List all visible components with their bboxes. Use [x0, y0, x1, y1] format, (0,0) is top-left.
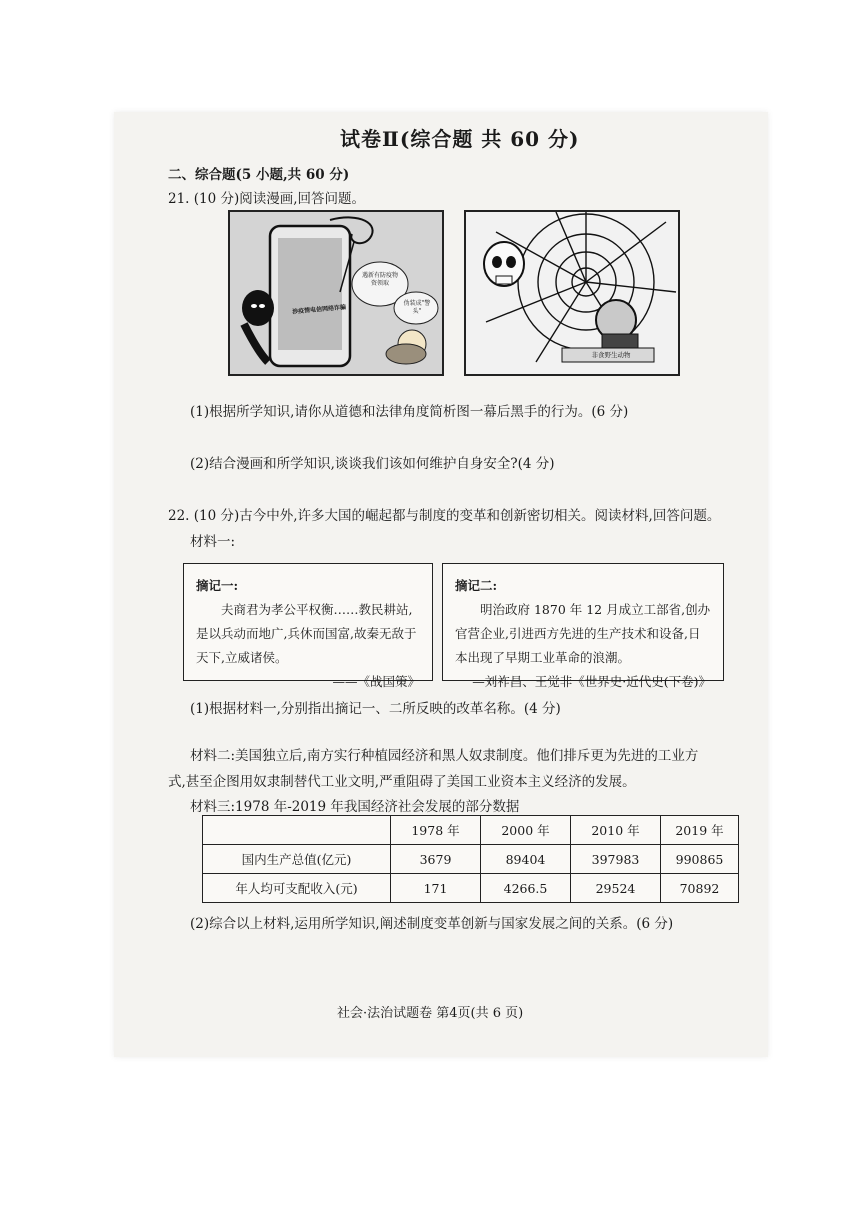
table-header-cell: 2010 年	[571, 816, 661, 845]
cartoon-2-sign: 非食野生动物	[591, 351, 631, 359]
question-21-sub-1: (1)根据所学知识,请你从道德和法律角度简析图一幕后黑手的行为。(6 分)	[190, 404, 629, 420]
cartoon-1-fraud	[228, 210, 444, 376]
excerpt-1-box	[183, 563, 433, 689]
table-header-cell: 2019 年	[661, 816, 739, 845]
table-header-cell: 1978 年	[391, 816, 481, 845]
table-cell: 29524	[571, 874, 661, 903]
exam-title: 试卷Ⅱ(综合题 共 60 分)	[340, 127, 580, 151]
page-footer: 社会·法治试题卷 第4页(共 6 页)	[337, 1006, 524, 1021]
table-row-header: 年人均可支配收入(元)	[203, 874, 391, 903]
material-2-line-2: 式,甚至企图用奴隶制替代工业文明,严重阻碍了美国工业资本主义经济的发展。	[168, 774, 636, 790]
excerpt-1-head: 摘记一:	[196, 578, 239, 593]
table-cell: 990865	[661, 845, 739, 874]
table-cell: 4266.5	[481, 874, 571, 903]
economic-data-table	[202, 815, 739, 903]
material-2-line-1: 材料二:美国独立后,南方实行种植园经济和黑人奴隶制度。他们排斥更为先进的工业方	[190, 748, 699, 764]
table-row	[203, 845, 739, 874]
table-cell: 171	[391, 874, 481, 903]
excerpt-2-box	[442, 563, 724, 689]
table-cell: 70892	[661, 874, 739, 903]
bubble-2-text: 伪装成"警头"	[403, 300, 431, 315]
question-21-sub-2: (2)结合漫画和所学知识,谈谈我们该如何维护自身安全?(4 分)	[190, 456, 555, 472]
question-21-stem: 21. (10 分)阅读漫画,回答问题。	[168, 191, 366, 207]
question-22-sub-2: (2)综合以上材料,运用所学知识,阐述制度变革创新与国家发展之间的关系。(6 分)	[190, 916, 674, 932]
table-header-cell: 2000 年	[481, 816, 571, 845]
material-3-caption: 材料三:1978 年-2019 年我国经济社会发展的部分数据	[190, 799, 520, 815]
excerpt-2-source: —刘祚昌、王觉非《世界史·近代史(下卷)》	[472, 674, 711, 689]
table-header-cell	[203, 816, 391, 845]
table-row-header: 国内生产总值(亿元)	[203, 845, 391, 874]
table-cell: 3679	[391, 845, 481, 874]
bubble-1-text: 遇新有防疫物资领取	[361, 272, 398, 287]
excerpt-2-head: 摘记二:	[455, 578, 498, 593]
question-22-sub-1: (1)根据材料一,分别指出摘记一、二所反映的改革名称。(4 分)	[190, 701, 561, 717]
table-header-row	[203, 816, 739, 845]
cartoon-1-drawing	[230, 212, 442, 374]
table-row	[203, 874, 739, 903]
question-22-stem: 22. (10 分)古今中外,许多大国的崛起都与制度的变革和创新密切相关。阅读材料,回答问题。	[168, 508, 721, 524]
material-1-label: 材料一:	[190, 534, 236, 550]
phone-label: 涉疫情电信网络诈骗	[291, 303, 347, 316]
table-cell: 89404	[481, 845, 571, 874]
table-cell: 397983	[571, 845, 661, 874]
section-heading: 二、综合题(5 小题,共 60 分)	[168, 167, 350, 183]
excerpt-1-body: 夫商君为孝公平权衡……教民耕站,是以兵动而地广,兵休而国富,故秦无敌于天下,立威诸侯。	[196, 602, 417, 665]
excerpt-1-source: ——《战国策》	[332, 674, 420, 689]
excerpt-2-body: 明治政府 1870 年 12 月成立工部省,创办官营企业,引进西方先进的生产技术和设备,日本出现了早期工业革命的浪潮。	[455, 602, 711, 665]
cartoon-2-wildlife	[464, 210, 680, 376]
